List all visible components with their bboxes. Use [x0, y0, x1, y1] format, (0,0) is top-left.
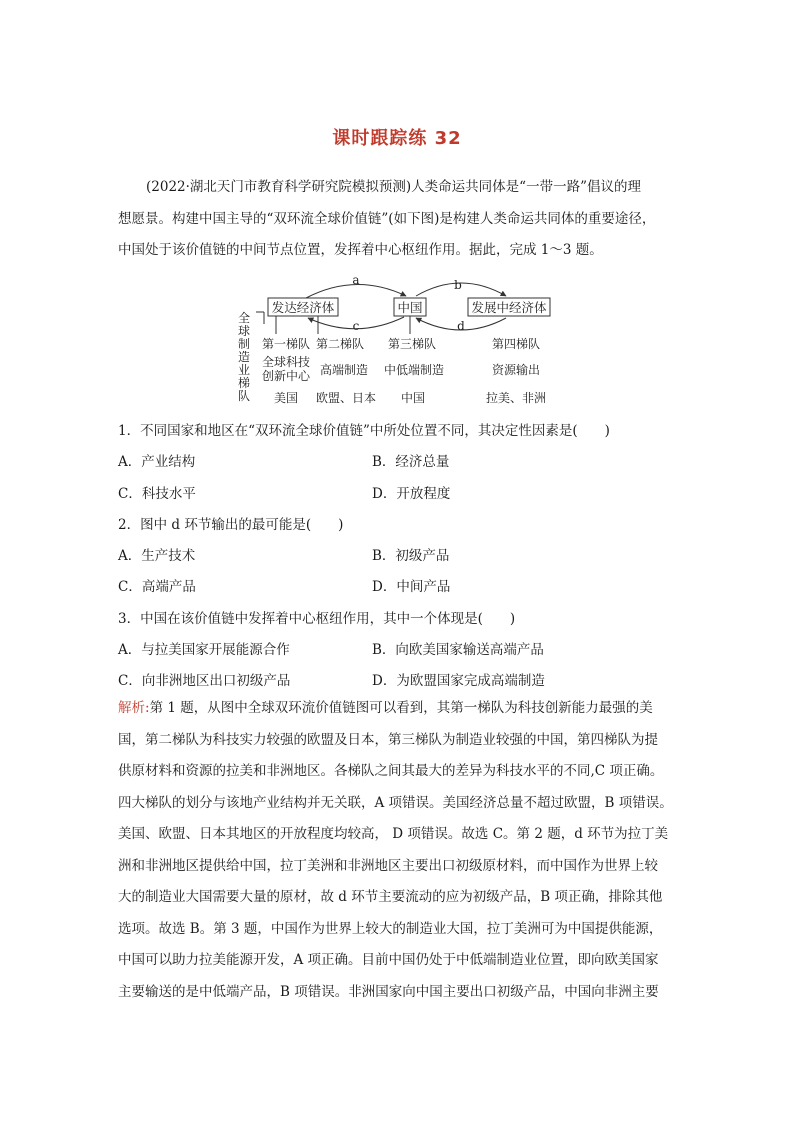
- intro-line: (2022·湖北天门市教育科学研究院模拟预测)人类命运共同体是“一带一路”倡议的理: [146, 179, 641, 195]
- arrow-b-label: b: [454, 278, 462, 292]
- side-label-char-3: 制: [237, 337, 251, 351]
- side-label-char-4: 造: [237, 350, 251, 364]
- question-3-option-a[interactable]: A．与拉美国家开展能源合作: [118, 642, 290, 658]
- side-label-char-5: 业: [237, 363, 251, 377]
- role-1-line1: 全球科技: [261, 355, 311, 369]
- explanation-line: 解析:第 1 题，从图中全球双环流价值链图可以看到，其第一梯队为科技创新能力最强的美: [118, 700, 653, 716]
- side-bracket: [256, 312, 264, 324]
- question-1-option-d[interactable]: D．开放程度: [372, 486, 451, 502]
- intro-line: 中国处于该价值链的中间节点位置，发挥着中心枢纽作用。据此，完成 1～3 题。: [118, 242, 603, 258]
- intro-paragraph: [118, 172, 684, 267]
- value-chain-diagram: [236, 272, 566, 412]
- explanation-line: 选项。故选 B。第 3 题，中国作为世界上较大的制造业大国，拉丁美洲可为中国提供能源，: [118, 920, 663, 937]
- region-1: 美国: [273, 391, 299, 405]
- box-developed-label: 发达经济体: [271, 300, 335, 315]
- question-1-option-c[interactable]: C．科技水平: [118, 486, 196, 502]
- role-1-line2: 创新中心: [261, 369, 311, 383]
- question-1-stem: 1．不同国家和地区在“双环流全球价值链”中所处位置不同，其决定性因素是( ): [118, 423, 610, 439]
- question-3-option-d[interactable]: D．为欧盟国家完成高端制造: [372, 673, 545, 689]
- tier-4: 第四梯队: [491, 337, 541, 351]
- question-2-option-c[interactable]: C．高端产品: [118, 579, 196, 595]
- question-3-option-b[interactable]: B．向欧美国家输送高端产品: [372, 642, 544, 658]
- question-2-stem: 2．图中 d 环节输出的最可能是( ): [118, 517, 344, 533]
- role-3: 中低端制造: [383, 363, 445, 377]
- side-label: [238, 310, 250, 403]
- question-2-option-b[interactable]: B．初级产品: [372, 548, 450, 564]
- role-4: 资源输出: [491, 363, 541, 377]
- question-1-option-b[interactable]: B．经济总量: [372, 454, 450, 470]
- tier-2: 第二梯队: [315, 337, 365, 351]
- question-3-option-c[interactable]: C．向非洲地区出口初级产品: [118, 673, 291, 689]
- region-2: 欧盟、日本: [315, 391, 377, 405]
- explanation-tag: 解析:: [118, 700, 150, 716]
- explanation-line: 洲和非洲地区提供给中国，拉丁美洲和非洲地区主要出口初级原材料，而中国作为世界上较: [118, 857, 658, 874]
- side-label-char-1: 全: [237, 311, 251, 325]
- arrow-a-label: a: [352, 273, 360, 287]
- explanation-line: 四大梯队的划分与该地产业结构并无关联，A 项错误。美国经济总量不超过欧盟，B 项错误。: [118, 794, 673, 811]
- box-developing-label: 发展中经济体: [471, 300, 547, 315]
- role-2: 高端制造: [319, 363, 369, 377]
- question-1-option-a[interactable]: A．产业结构: [118, 454, 196, 470]
- explanation-line: 大的制造业大国需要大量的原材，故 d 环节主要流动的应为初级产品，B 项正确，排除其他: [118, 889, 663, 905]
- side-label-char-6: 梯: [237, 376, 251, 390]
- explanation-block: [118, 693, 678, 1008]
- question-2-option-a[interactable]: A．生产技术: [118, 548, 196, 564]
- region-3: 中国: [400, 391, 426, 405]
- arrow-c-label: c: [352, 319, 360, 333]
- question-3-stem: 3．中国在该价值链中发挥着中心枢纽作用，其中一个体现是( ): [118, 611, 516, 627]
- intro-line: 想愿景。构建中国主导的“双环流全球价值链”(如下图)是构建人类命运共同体的重要途径，: [118, 210, 656, 227]
- arrow-d-label: d: [457, 319, 465, 333]
- side-label-char-2: 球: [237, 324, 251, 338]
- region-4: 拉美、非洲: [485, 391, 547, 405]
- question-2-option-d[interactable]: D．中间产品: [372, 579, 451, 595]
- explanation-line: 主要输送的是中低端产品，B 项错误。非洲国家向中国主要出口初级产品，中国向非洲主要: [118, 983, 659, 1000]
- tier-1: 第一梯队: [261, 337, 311, 351]
- explanation-line: 美国、欧盟、日本其地区的开放程度均较高， D 项错误。故选 C。第 2 题，d 环节为拉丁美: [118, 826, 669, 842]
- box-china-label: 中国: [397, 300, 423, 315]
- tier-3: 第三梯队: [387, 337, 437, 351]
- explanation-line: 中国可以助力拉美能源开发，A 项正确。目前中国仍处于中低端制造业位置，即向欧美国家: [118, 952, 659, 968]
- side-label-char-7: 队: [237, 389, 251, 403]
- page-title: 课时跟踪练 32: [332, 128, 462, 149]
- explanation-line: 供原材料和资源的拉美和非洲地区。各梯队之间其最大的差异为科技水平的不同,C 项正确。: [118, 763, 664, 779]
- explanation-line: 国，第二梯队为科技实力较强的欧盟及日本，第三梯队为制造业较强的中国，第四梯队为提: [118, 731, 658, 748]
